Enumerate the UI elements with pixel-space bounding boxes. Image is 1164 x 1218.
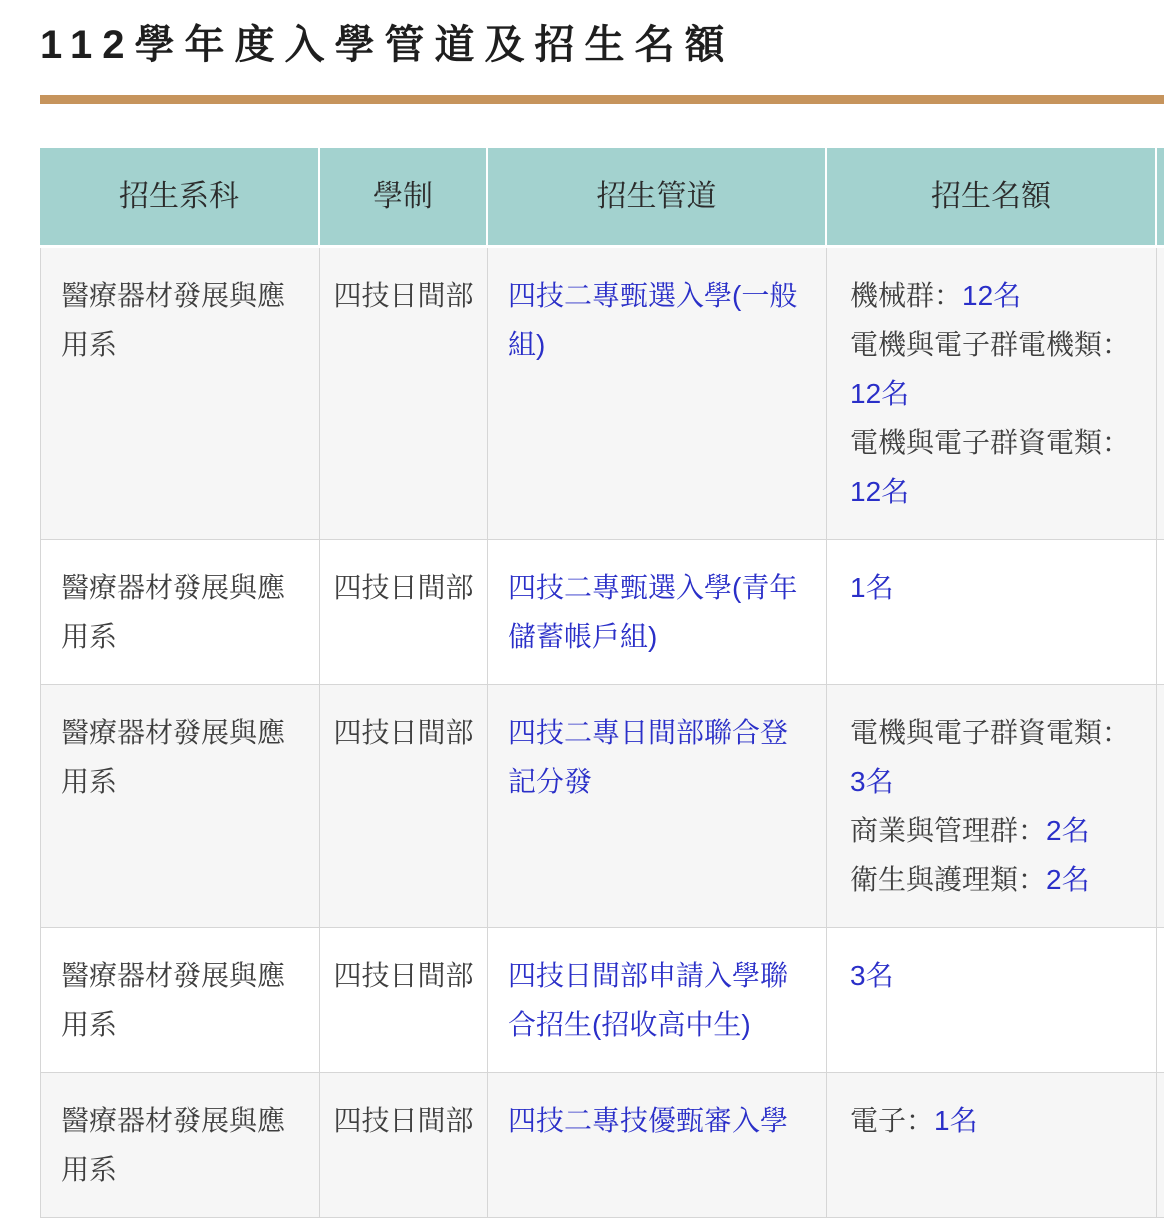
quota-line [850, 708, 1133, 806]
quota-line [850, 951, 1133, 1000]
channel-cell [488, 928, 827, 1073]
cutoff-cell [1157, 928, 1164, 1073]
table-row [40, 248, 1164, 540]
cutoff-cell [1157, 540, 1164, 685]
col-header-department: 招生系科 [40, 148, 320, 248]
quota-line [850, 855, 1133, 904]
quota-value-link[interactable]: 12名 [850, 378, 910, 409]
quota-label: 電機與電子群資電類： [850, 717, 1131, 748]
quota-line [850, 320, 1133, 418]
channel-link[interactable]: 四技二專甄選入學(青年儲蓄帳戶組) [508, 572, 798, 652]
channel-link[interactable]: 四技二專日間部聯合登記分發 [508, 717, 789, 797]
col-header-quota: 招生名額 [827, 148, 1157, 248]
department-cell: 醫療器材發展與應用系 [40, 1073, 320, 1218]
system-cell: 四技日間部 [320, 248, 488, 540]
quota-line [850, 563, 1133, 612]
quota-cell [827, 248, 1157, 540]
quota-cell [827, 685, 1157, 928]
channel-cell [488, 248, 827, 540]
quota-value-link[interactable]: 3名 [850, 960, 894, 991]
quota-value-link[interactable]: 1名 [850, 572, 894, 603]
table-row [40, 928, 1164, 1073]
quota-value-link[interactable]: 2名 [1046, 864, 1090, 895]
department-cell: 醫療器材發展與應用系 [40, 928, 320, 1073]
quota-label: 衛生與護理類： [850, 864, 1047, 895]
quota-label: 機械群： [850, 280, 963, 311]
channel-cell [488, 1073, 827, 1218]
quota-line [850, 1096, 1133, 1145]
col-header-channel: 招生管道 [488, 148, 827, 248]
quota-line [850, 418, 1133, 516]
table-row [40, 540, 1164, 685]
system-cell: 四技日間部 [320, 1073, 488, 1218]
quota-label: 商業與管理群： [850, 815, 1047, 846]
cutoff-cell [1157, 248, 1164, 540]
channel-link[interactable]: 四技二專技優甄審入學 [508, 1105, 789, 1136]
channel-cell [488, 540, 827, 685]
system-cell: 四技日間部 [320, 685, 488, 928]
channel-link[interactable]: 四技二專甄選入學(一般組) [508, 280, 798, 360]
department-cell: 醫療器材發展與應用系 [40, 685, 320, 928]
channel-cell [488, 685, 827, 928]
system-cell: 四技日間部 [320, 540, 488, 685]
col-header-system: 學制 [320, 148, 488, 248]
quota-label: 電子： [850, 1105, 935, 1136]
title-divider-bar [40, 95, 1164, 104]
quota-label: 電機與電子群電機類： [850, 329, 1131, 360]
table-row [40, 1073, 1164, 1218]
col-header-cutoff [1157, 148, 1164, 248]
quota-line [850, 271, 1133, 320]
table-row [40, 685, 1164, 928]
quota-value-link[interactable]: 2名 [1046, 815, 1090, 846]
quota-cell [827, 1073, 1157, 1218]
quota-value-link[interactable]: 12名 [850, 476, 910, 507]
cutoff-cell [1157, 685, 1164, 928]
quota-cell [827, 928, 1157, 1073]
cutoff-cell [1157, 1073, 1164, 1218]
channel-link[interactable]: 四技日間部申請入學聯合招生(招收高中生) [508, 960, 789, 1040]
quota-line [850, 806, 1133, 855]
quota-value-link[interactable]: 3名 [850, 766, 894, 797]
quota-value-link[interactable]: 12名 [962, 280, 1022, 311]
quota-value-link[interactable]: 1名 [934, 1105, 978, 1136]
system-cell: 四技日間部 [320, 928, 488, 1073]
department-cell: 醫療器材發展與應用系 [40, 540, 320, 685]
quota-label: 電機與電子群資電類： [850, 427, 1131, 458]
quota-cell [827, 540, 1157, 685]
admissions-table [40, 148, 1164, 1218]
header-row [40, 148, 1164, 248]
department-cell: 醫療器材發展與應用系 [40, 248, 320, 540]
page-title: 112學年度入學管道及招生名額 [40, 23, 735, 67]
